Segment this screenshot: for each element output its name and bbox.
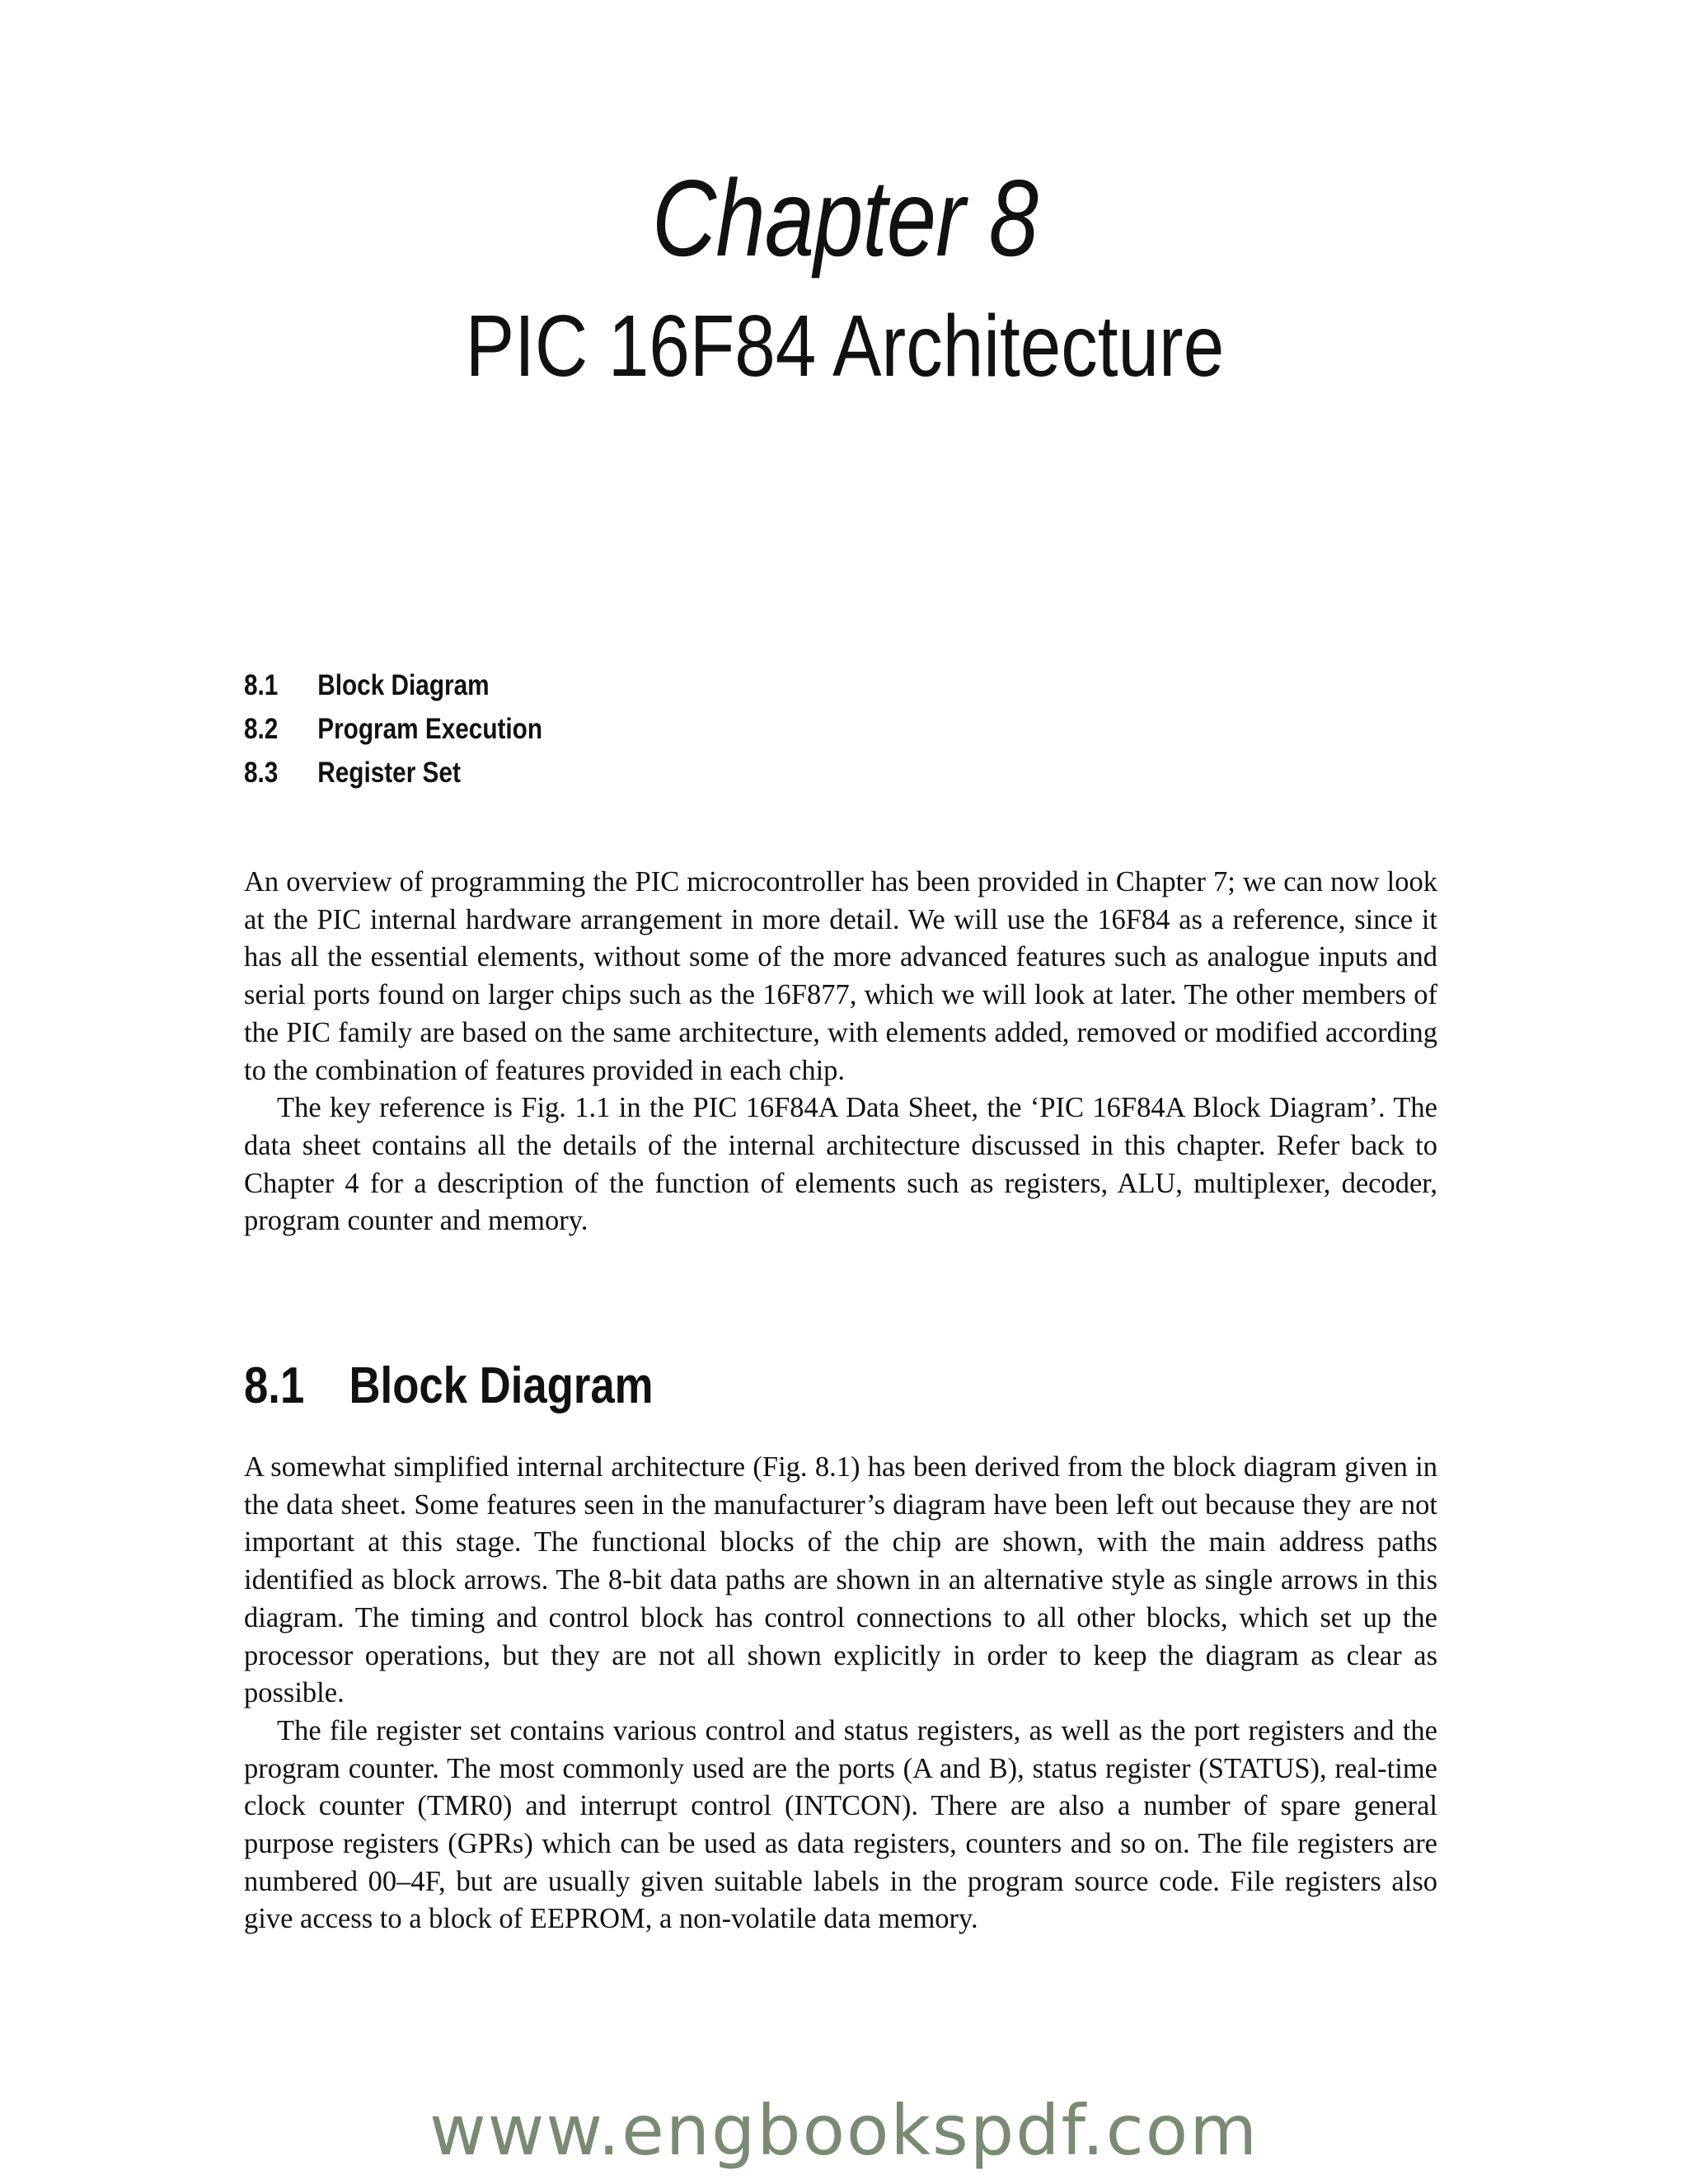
- section-number: 8.1: [244, 1357, 305, 1414]
- toc-item: [244, 663, 542, 707]
- toc-item-number: 8.3: [244, 757, 279, 789]
- intro-paragraph: An overview of programming the PIC microcontroller has been provided in Chapter 7; we can now look at the PIC internal hardware arrangement in more detail. We will use the 16F84 as a reference, since it has all the essential elements, without some of the more advanced features such as analogue inputs and serial ports found on larger chips such as the 16F877, which we will look at later. The other members of the PIC family are based on the same architecture, with elements added, removed or modified according to the combination of features provided in each chip.: [244, 866, 1437, 1086]
- toc-item: [244, 707, 542, 751]
- chapter-title: PIC 16F84 Architecture: [465, 298, 1225, 395]
- toc-item: [244, 751, 542, 794]
- section-paragraph: A somewhat simplified internal architecture (Fig. 8.1) has been derived from the block diagram given in the data sheet. Some features seen in the manufacturer’s diagram have been left out because they are not important at this stage. The functional blocks of the chip are shown, with the main address paths identified as block arrows. The 8-bit data paths are shown in an alternative style as single arrows in this diagram. The timing and control block has control connections to all other blocks, which set up the processor operations, but they are not all shown explicitly in order to keep the diagram as clear as possible.: [244, 1451, 1437, 1709]
- watermark-link[interactable]: www.engbookspdf.com: [429, 2090, 1259, 2171]
- toc-item-number: 8.1: [244, 669, 279, 701]
- intro-paragraph: The key reference is Fig. 1.1 in the PIC 16F84A Data Sheet, the ‘PIC 16F84A Block Diagram’. The data sheet contains all the details of the internal architecture discussed in this chapter. Refer back to Chapter 4 for a description of the function of elements such as registers, ALU, multiplexer, decoder, program counter and memory.: [244, 1092, 1437, 1237]
- chapter-label: Chapter 8: [652, 157, 1039, 279]
- intro-text: [244, 864, 1437, 1240]
- section-title: Block Diagram: [349, 1357, 654, 1414]
- section-text: [244, 1449, 1437, 1938]
- chapter-contents: [244, 663, 595, 794]
- section-paragraph: The file register set contains various control and status registers, as well as the port registers and the program counter. The most commonly used are the ports (A and B), status register (STATUS), real-time clock counter (TMR0) and interrupt control (INTCON). There are also a number of spare general purpose registers (GPRs) which can be used as data registers, counters and so on. The file registers are numbered 00–4F, but are usually given suitable labels in the program source code. File registers also give access to a block of EEPROM, a non-volatile data memory.: [244, 1714, 1437, 1935]
- toc-item-title: Register Set: [317, 757, 461, 789]
- toc-item-title: Program Execution: [317, 713, 543, 745]
- toc-item-title: Block Diagram: [317, 669, 490, 701]
- section-heading: [244, 1356, 654, 1417]
- toc-item-number: 8.2: [244, 713, 279, 745]
